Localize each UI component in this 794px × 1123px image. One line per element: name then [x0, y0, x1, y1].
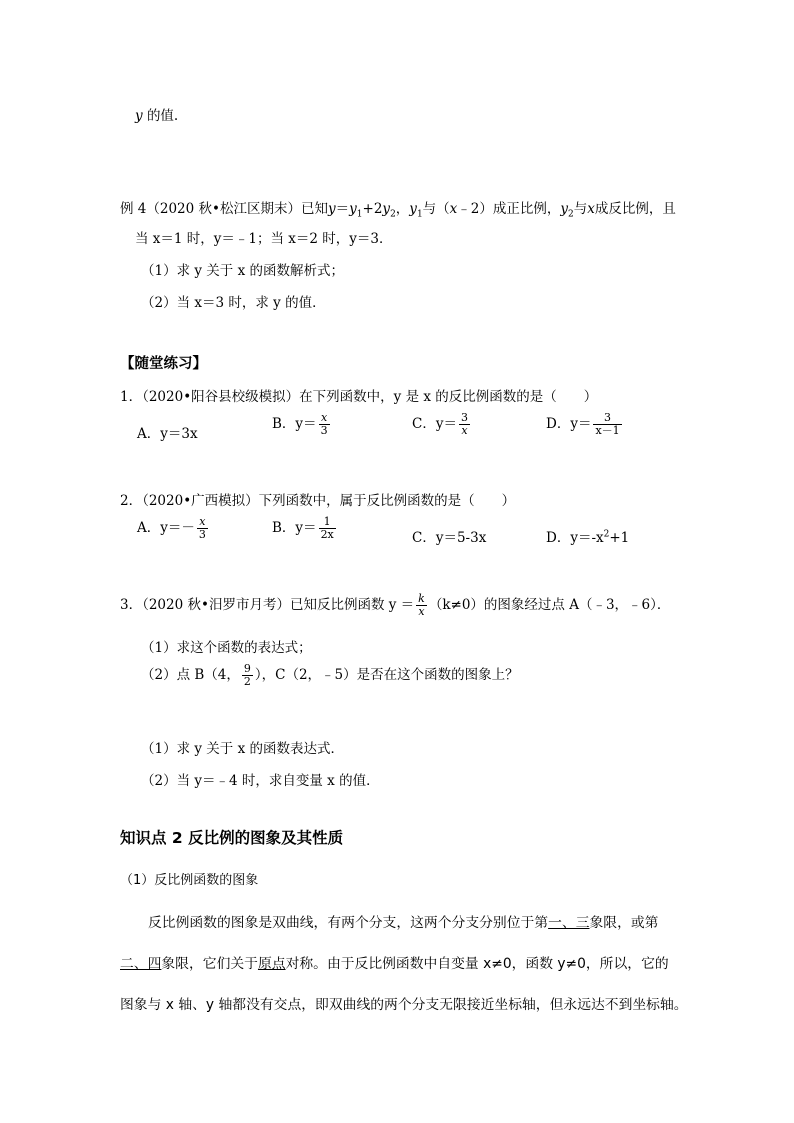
fraction: [416, 593, 427, 617]
para2-text-b: 对称。由于反比例函数中自变量 x≠0，函数 y≠0，所以，它的: [285, 956, 669, 972]
subscript-1b: 1: [416, 209, 423, 220]
p1-option-c-text: C．y＝: [412, 416, 457, 432]
p2-option-a-text: A．y＝－: [137, 520, 195, 536]
example4-line2: 当 x＝1 时，y＝﹣1；当 x＝2 时，y＝3．: [135, 231, 393, 247]
p1-option-a: [137, 422, 198, 442]
p1-option-a-text: A．y＝3x: [137, 426, 198, 442]
var-y1b: y: [409, 201, 417, 217]
p2-option-b-text: B．y＝: [272, 520, 317, 536]
var-y1: y: [349, 201, 357, 217]
fraction: [459, 412, 470, 436]
example4-q2: （2）当 x＝3 时，求 y 的值．: [141, 295, 326, 311]
p2-option-d-tail: +1: [609, 530, 630, 546]
problem2-stem: 2．（2020•广西模拟）下列函数中，属于反比例函数的是（ ）: [120, 493, 516, 509]
p1-option-b-text: B．y＝: [272, 416, 317, 432]
fraction: [593, 412, 621, 436]
p2-option-d-text: D．y＝-x: [546, 530, 604, 546]
extra-q2: （2）当 y＝﹣4 时，求自变量 x 的值．: [141, 773, 380, 789]
minus-2-text: ﹣2）成正比例，: [457, 201, 561, 217]
practice-header: 【随堂练习】: [120, 356, 207, 372]
section2-title: 知识点 2 反比例的图象及其性质: [120, 829, 344, 847]
var-x: x: [449, 201, 458, 217]
section2-para-line3: 图象与 x 轴、y 轴都没有交点，即双曲线的两个分支无限接近坐标轴，但永远达不到坐标轴。: [120, 997, 688, 1013]
example4-label: 例 4（2020 秋•松江区期末）已知: [120, 201, 328, 217]
denominator: 3: [198, 528, 206, 541]
problem3-post: （k≠0）的图象经过点 A（﹣3，﹣6）．: [428, 597, 671, 613]
problem1-stem: 1．（2020•阳谷县校级模拟）在下列函数中，y 是 x 的反比例函数的是（ ）: [120, 389, 598, 405]
numerator: x: [197, 516, 208, 529]
fraction: [242, 663, 253, 687]
intro-text: 的值.: [146, 108, 179, 124]
equals-sign: ＝: [335, 201, 350, 217]
para1-text-b: 象限，或第: [589, 915, 659, 931]
mid-text: 与（: [422, 201, 450, 217]
section2-subtitle: （1）反比例函数的图象: [120, 873, 259, 888]
numerator: 1: [319, 516, 336, 529]
denominator: 2x: [320, 528, 334, 541]
para1-text-a: 反比例函数的图象是双曲线，有两个分支，这两个分支分别位于第: [148, 915, 549, 931]
denominator: x－1: [595, 424, 620, 437]
problem3-pre: 3．（2020 秋•汨罗市月考）已知反比例函数 y ＝: [120, 597, 415, 613]
fraction: [319, 516, 336, 540]
fraction: [319, 412, 330, 436]
p1-option-c: [412, 412, 472, 437]
superscript-2: 2: [603, 529, 610, 540]
example4-q1: （1）求 y 关于 x 的函数解析式；: [141, 263, 344, 279]
example4-line1: [120, 197, 676, 220]
var-y: y: [328, 201, 336, 217]
var-x2: x: [587, 201, 595, 217]
denominator: x: [418, 605, 425, 618]
numerator: 3: [460, 411, 468, 425]
p2-option-c: [412, 526, 486, 546]
end-text: 成反比例，且: [594, 201, 676, 217]
subscript-2b: 2: [568, 209, 574, 220]
q2-pre: （2）点 B（4，: [141, 667, 240, 683]
para2-underline-a: 二、四: [120, 956, 162, 972]
p1-option-b: [272, 412, 332, 437]
q2-post: ），C（2，﹣5）是否在这个函数的图象上？: [254, 667, 519, 683]
var-y2b: y: [560, 201, 569, 217]
fraction: [197, 516, 208, 540]
intro-var: y: [135, 108, 143, 124]
section2-para-line2: [120, 952, 669, 972]
subscript-1: 1: [356, 209, 363, 220]
numerator: x: [319, 412, 330, 425]
problem3-q2: [141, 663, 519, 688]
var-y2: y: [382, 201, 391, 217]
intro-line: [135, 104, 178, 124]
p1-option-d: [546, 412, 624, 437]
numerator: 3: [593, 412, 621, 425]
p1-option-d-text: D．y＝: [546, 416, 592, 432]
p2-option-b: [272, 516, 338, 541]
para1-underline: 一、三: [548, 915, 590, 931]
para2-underline-b: 原点: [257, 956, 286, 972]
numerator: 9: [243, 662, 251, 676]
section2-para-line1: [148, 911, 658, 931]
p2-option-c-text: C．y＝5-3x: [412, 530, 487, 546]
p2-option-d: [546, 526, 629, 546]
plus-2: +2: [362, 201, 383, 217]
p2-option-a: [137, 516, 210, 541]
tail-text: 与: [573, 201, 588, 217]
comma: ，: [395, 201, 410, 217]
subscript-2: 2: [390, 209, 396, 220]
problem3-stem: [120, 593, 670, 618]
denominator: 2: [243, 675, 251, 688]
denominator: x: [461, 424, 468, 437]
problem3-q1: （1）求这个函数的表达式；: [141, 640, 312, 656]
para2-text-a: 象限，它们关于: [161, 956, 258, 972]
extra-q1: （1）求 y 关于 x 的函数表达式．: [141, 741, 344, 757]
numerator: k: [418, 592, 425, 606]
denominator: 3: [320, 424, 328, 437]
